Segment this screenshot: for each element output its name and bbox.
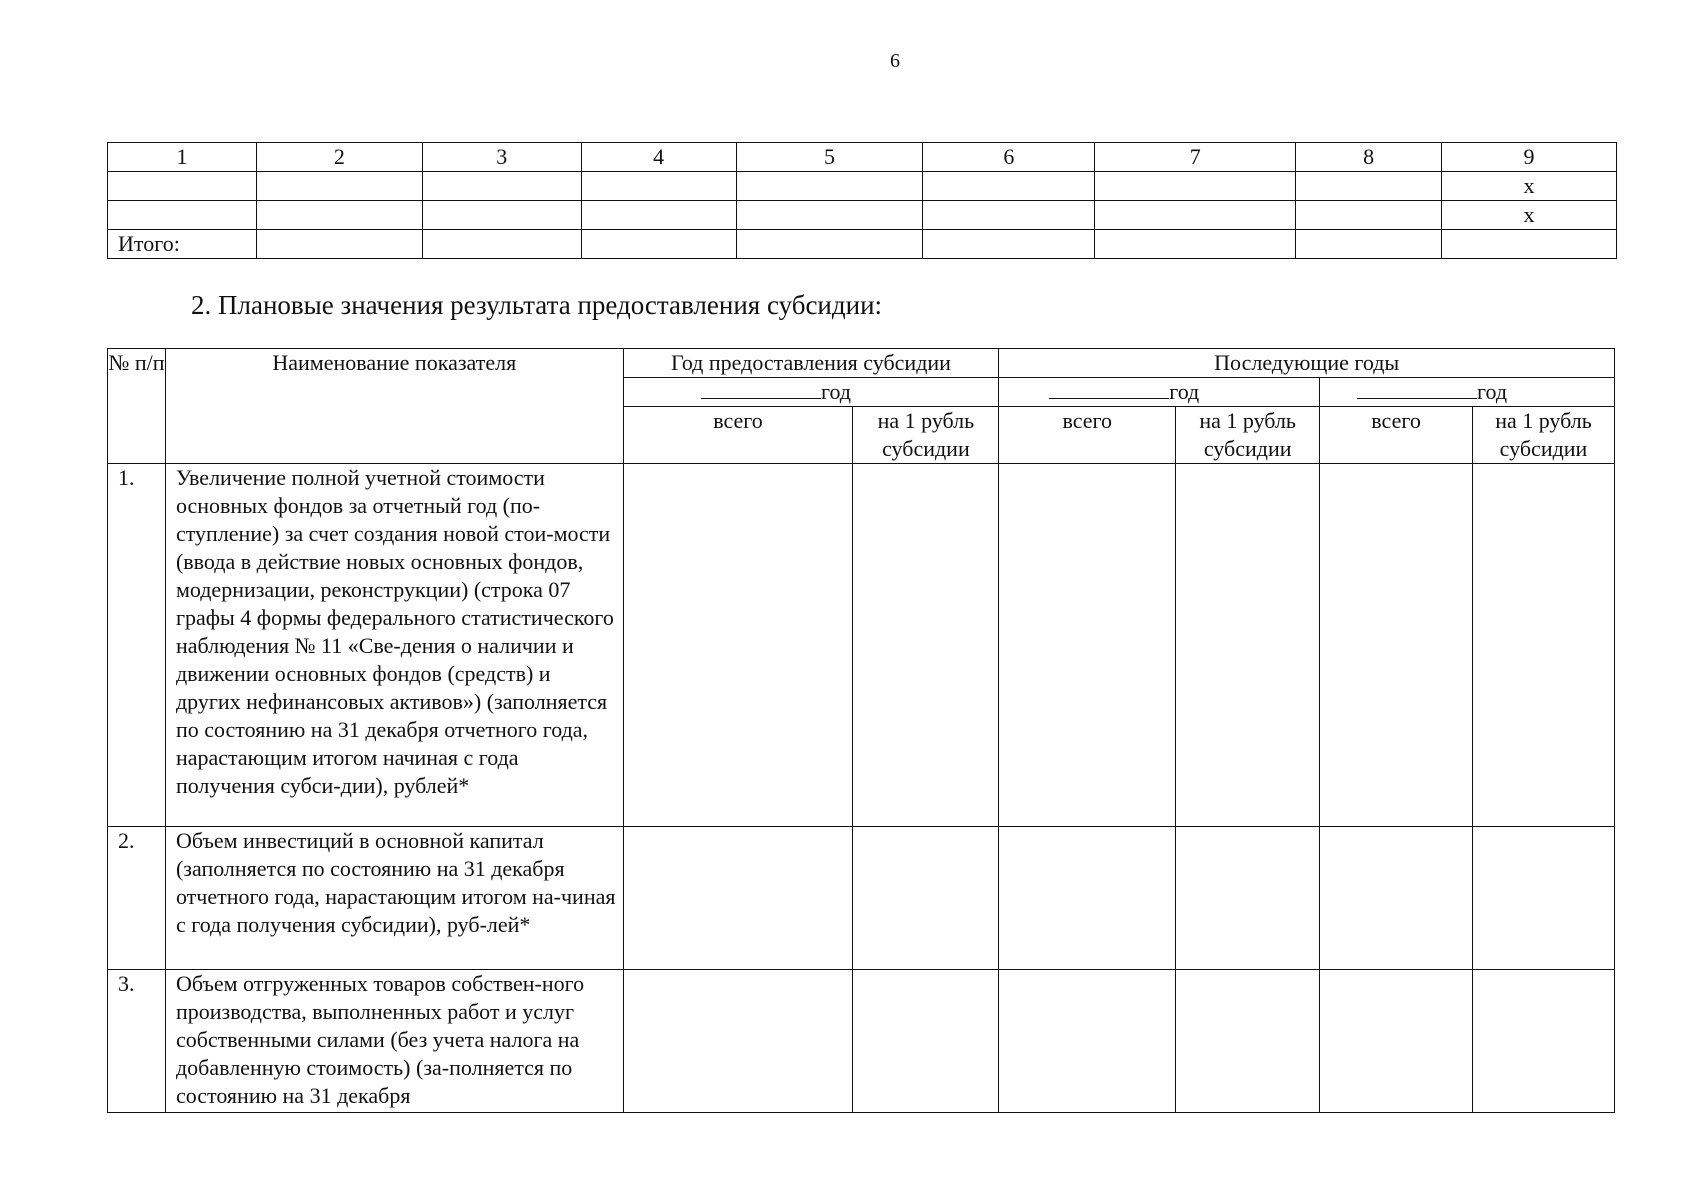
table-cell: [923, 201, 1095, 230]
year-label: год: [1169, 379, 1200, 404]
table-cell: [108, 201, 257, 230]
table-header-row: [108, 349, 1615, 378]
sub-total-header: всего: [1320, 407, 1473, 464]
row-number: 2.: [108, 827, 166, 970]
row-number: 3.: [108, 970, 166, 1113]
year-blank: [1049, 380, 1169, 399]
value-cell: [1473, 827, 1615, 970]
table-cell: [108, 172, 257, 201]
sub-total-header: всего: [999, 407, 1176, 464]
table-cell: [1095, 230, 1296, 259]
table-cell: [736, 230, 923, 259]
table-cell: [581, 172, 736, 201]
table-cell: [256, 201, 422, 230]
total-row: [108, 230, 1617, 259]
table-row: [108, 201, 1617, 230]
col-name-header: Наименование показателя: [165, 349, 623, 464]
value-cell: [999, 970, 1176, 1113]
table-header-cell: 6: [923, 143, 1095, 172]
value-cell: [623, 827, 853, 970]
group-next-years-header: Последующие годы: [999, 349, 1615, 378]
table-cell: x: [1442, 172, 1617, 201]
table-header-cell: 3: [422, 143, 581, 172]
sub-per-ruble-header: на 1 рубль субсидии: [1176, 407, 1320, 464]
value-cell: [623, 464, 853, 827]
section-title: 2. Плановые значения результата предоставления субсидии:: [191, 290, 883, 320]
table-cell: [256, 230, 422, 259]
value-cell: [1320, 970, 1473, 1113]
planned-values-table: [107, 348, 1615, 1113]
indicator-name: Увеличение полной учетной стоимости основных фондов за отчетный год (по-ступление) за счет создания новой стои-мости (ввода в действие новых основных фондов, модернизации, реконструкции) (строка 07 графы 4 формы федерального статистического наблюдения № 11 «Све-дения о наличии и движении основных фондов (средств) и других нефинансовых активов») (заполняется по состоянию на 31 декабря отчетного года, нарастающим итогом начиная с года получения субси-дии), рублей*: [165, 464, 623, 827]
table-header-cell: 8: [1296, 143, 1442, 172]
table-cell: [736, 172, 923, 201]
indicator-name: Объем отгруженных товаров собствен-ного производства, выполненных работ и услуг собственными силами (без учета налога на добавленную стоимость) (за-полняется по состоянию на 31 декабря: [165, 970, 623, 1113]
table-header-cell: 5: [736, 143, 923, 172]
value-cell: [1320, 464, 1473, 827]
value-cell: [623, 970, 853, 1113]
table-cell: [1296, 201, 1442, 230]
table-header-cell: 2: [256, 143, 422, 172]
table-cell: [923, 172, 1095, 201]
table-cell: [422, 172, 581, 201]
sub-total-header: всего: [623, 407, 853, 464]
table-cell: [422, 201, 581, 230]
table-row: [108, 827, 1615, 970]
row-number: 1.: [108, 464, 166, 827]
value-cell: [999, 827, 1176, 970]
table-cell: [581, 230, 736, 259]
value-cell: [853, 827, 999, 970]
table-header-cell: 1: [108, 143, 257, 172]
value-cell: [1176, 827, 1320, 970]
value-cell: [1320, 827, 1473, 970]
page-number: 6: [890, 50, 900, 72]
table-cell: [1095, 172, 1296, 201]
table-cell: [256, 172, 422, 201]
year-label: год: [1477, 379, 1508, 404]
value-cell: [1473, 464, 1615, 827]
table-cell: [422, 230, 581, 259]
table-header-cell: 4: [581, 143, 736, 172]
table-cell: x: [1442, 201, 1617, 230]
year-header: [1320, 378, 1615, 407]
value-cell: [853, 970, 999, 1113]
value-cell: [999, 464, 1176, 827]
table-row: [108, 464, 1615, 827]
table-cell: [1296, 172, 1442, 201]
col-num-header: № п/п: [108, 349, 166, 464]
table-cell: [581, 201, 736, 230]
year-label: год: [820, 379, 852, 404]
value-cell: [1473, 970, 1615, 1113]
table-cell: [1095, 201, 1296, 230]
table-cell: [1296, 230, 1442, 259]
indicator-name: Объем инвестиций в основной капитал (заполняется по состоянию на 31 декабря отчетного года, нарастающим итогом на-чиная с года получения субсидии), руб-лей*: [165, 827, 623, 970]
table-row: [108, 172, 1617, 201]
group-current-year-header: Год предоставления субсидии: [623, 349, 999, 378]
table-header-row: [108, 143, 1617, 172]
results-table: [107, 142, 1617, 259]
table-cell: [1442, 230, 1617, 259]
table-header-cell: 9: [1442, 143, 1617, 172]
table-row: [108, 970, 1615, 1113]
sub-per-ruble-header: на 1 рубль субсидии: [853, 407, 999, 464]
year-blank: [701, 380, 821, 399]
table-header-cell: 7: [1095, 143, 1296, 172]
year-blank: [1357, 380, 1477, 399]
value-cell: [853, 464, 999, 827]
table-cell: [923, 230, 1095, 259]
year-header: [999, 378, 1320, 407]
value-cell: [1176, 970, 1320, 1113]
value-cell: [1176, 464, 1320, 827]
year-header: [623, 378, 999, 407]
table-cell: [736, 201, 923, 230]
total-label: Итого:: [108, 230, 257, 259]
sub-per-ruble-header: на 1 рубль субсидии: [1473, 407, 1615, 464]
